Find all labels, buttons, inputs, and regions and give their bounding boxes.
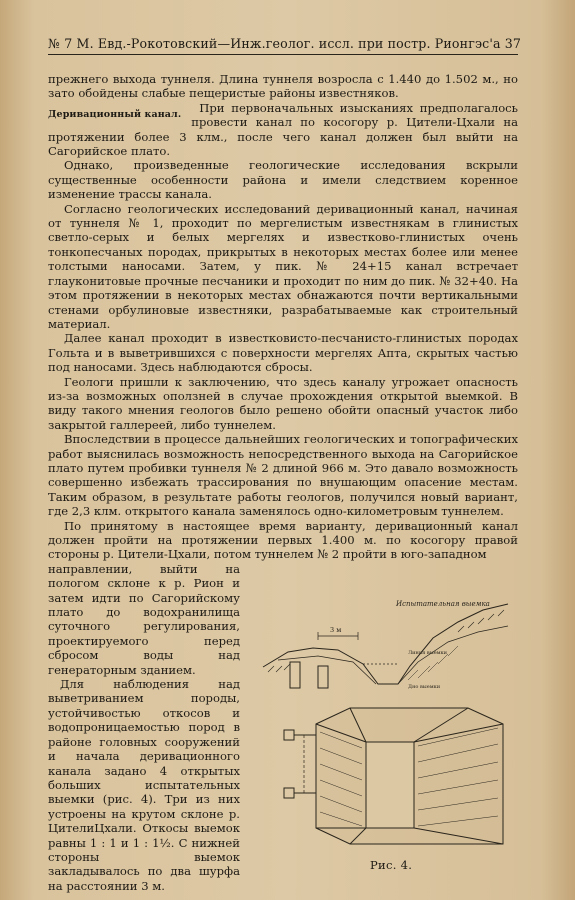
paragraph: Однако, произведенные геологические исследования вскрыли существенные особенности района и имели следствием коренное изменение трассы канала.: [48, 158, 518, 202]
paragraph: направлении, выйти на пологом склоне к р. Рион и затем идти по Сагорийскому плато до водохранилища суточного регулирования, проектируемого перед сбросом воды над генераторным зданием.: [48, 561, 240, 677]
paragraph: Далее канал проходит в известковисто-песчанисто-глинистых породах Гольта и в выветрившихся с поверхности мергелях Апта, скрытых частью под наносами. Здесь наблюдаются сбросы.: [48, 331, 518, 375]
paragraph: Для наблюдения над выветриванием породы, устойчивостью откосов и водопроницаемостью пород в районе головных сооружений и начала деривационного канала задано 4 открытых больших испытательных выемки (рис. 4). Три из них устроены на крутом склоне р. ЦителиЦхали. Откосы выемок равны 1 : 1 и 1 : 1½. С нижней стороны выемок закладывалось по два шурфа на расстоянии 3 м.: [48, 677, 240, 893]
paragraph: При первоначальных изысканиях предполагалось провести канал по косогору р. Цители-Цхали на протяжении более 3 клм., после чего канал должен был выйти на Сагорийское плато.: [48, 100, 518, 159]
figure-label-3m: 3 м: [330, 626, 342, 634]
paragraph: Согласно геологических исследований деривационный канал, начиная от туннеля № 1, проходит по мергелистым известнякам в глинистых светло-серых и белых мергелях и известково-глинистых очень тонкопесчаных породах, прикрытых в некоторых местах более или менее толстыми наносами. Затем, у пик. № 24+15 канал встречает глауконитовые прочные песчаники и проходит по ним до пик. № 32+40. На этом протяжении в некоторых местах обнажаются почти вертикальными стенами орбулиновые известняки, разрабатываемые как строительный материал.: [48, 201, 518, 331]
paragraph: Геологи пришли к заключению, что здесь каналу угрожает опасность из-за возможных оползней в случае прохождения открытой выемкой. В виду такого мнения геологов было решено обойти опасный участок либо закрытой галлереей, либо туннелем.: [48, 374, 518, 432]
excavation-diagram: [258, 592, 520, 854]
figure-label-top: Испытательная выемка: [396, 600, 490, 608]
section-heading: Деривационный канал.: [48, 108, 182, 120]
figure-caption: Рис. 4.: [370, 858, 413, 872]
narrow-column: [48, 562, 240, 893]
paragraph: Впоследствии в процессе дальнейших геологических и топографических работ выяснилась возможность непосредственного выхода на Сагорийское плато путем пробивки туннеля № 2 длиной 966 м. Это давало возможность совершенно избежать трассирования по внушающим опасение местам. Таким образом, в результате работы геологов, получился новый вариант, где 2,3 клм. открытого канала заменялось одно-километровым туннелем.: [48, 432, 518, 519]
paragraph: По принятому в настоящее время варианту, деривационный канал должен пройти на протяжении первых 1.400 м. по косогору правой стороны р. Цители-Цхали, потом туннелем № 2 пройти в юго-западном: [48, 518, 518, 562]
figure-label-line: Линия выемки: [408, 650, 448, 656]
paragraph: прежнего выхода туннеля. Длина туннеля возросла с 1.440 до 1.502 м., но зато обойдены слабые пещеристые районы известняков.: [48, 72, 518, 101]
figure-label-bottom: Дно выемки: [408, 684, 441, 690]
figure-4: [258, 592, 520, 874]
running-header: № 7 М. Евд.-Рокотовский—Инж.геолог. иссл. при постр. Рионгэс'а 37: [48, 36, 518, 55]
